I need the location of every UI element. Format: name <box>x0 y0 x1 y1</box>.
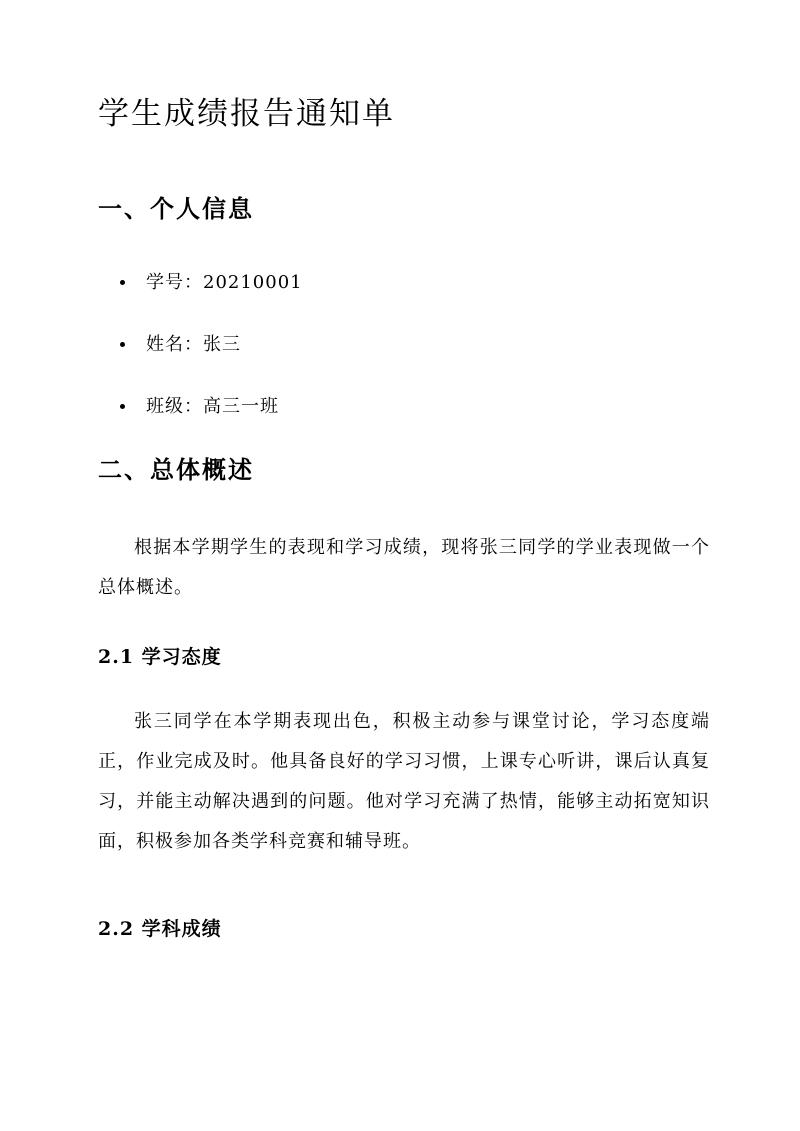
section-heading-personal-info: 一、个人信息 <box>98 194 254 223</box>
section-heading-overview: 二、总体概述 <box>98 455 254 484</box>
bullet-icon <box>120 342 125 347</box>
attitude-paragraph: 张三同学在本学期表现出色，积极主动参与课堂讨论，学习态度端正，作业完成及时。他具备良好的学习习惯，上课专心听讲，课后认真复习，并能主动解决遇到的问题。他对学习充满了热情，能够主动拓宽知识面，积极参加各类学科竞赛和辅导班。 <box>98 711 710 852</box>
list-item-class <box>120 392 303 454</box>
bullet-icon <box>120 280 125 285</box>
subsection-heading-grades: 2.2 学科成绩 <box>98 918 222 940</box>
student-name-text: 姓名：张三 <box>146 334 241 355</box>
list-item-student-id <box>120 268 303 330</box>
subsection-heading-attitude: 2.1 学习态度 <box>98 646 222 668</box>
student-class-text: 班级：高三一班 <box>146 396 279 417</box>
personal-info-list <box>120 268 303 454</box>
student-id-text: 学号：20210001 <box>146 272 303 293</box>
bullet-icon <box>120 404 125 409</box>
document-title: 学生成绩报告通知单 <box>98 96 395 132</box>
list-item-name <box>120 330 303 392</box>
overview-paragraph: 根据本学期学生的表现和学习成绩，现将张三同学的学业表现做一个总体概述。 <box>98 537 710 598</box>
